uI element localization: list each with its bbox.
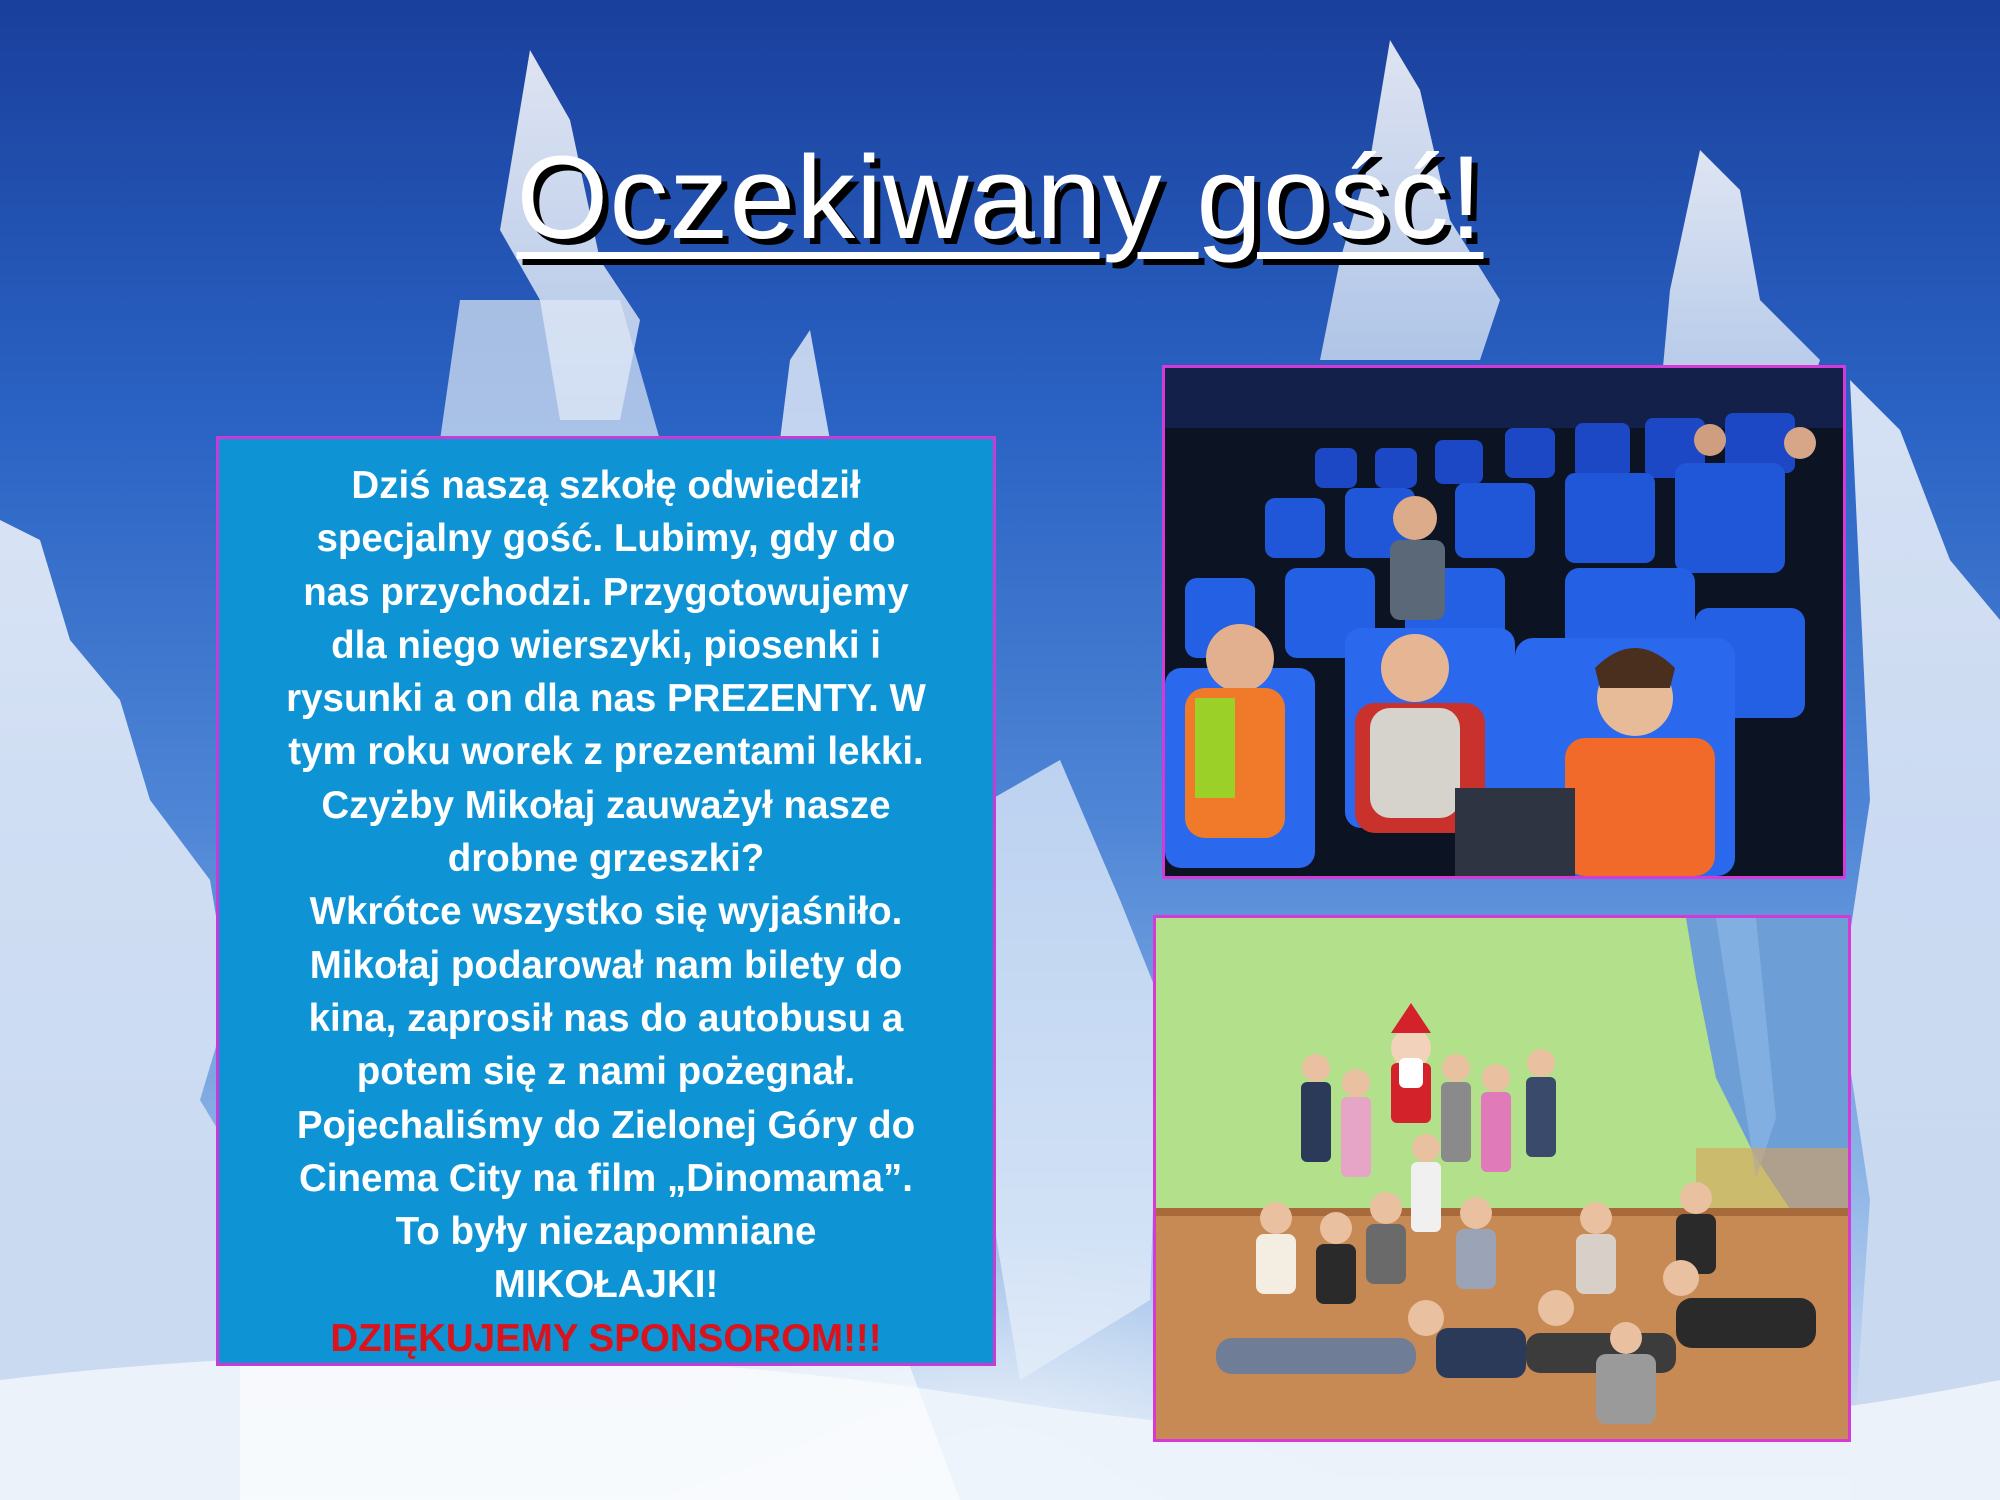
text-panel xyxy=(216,436,996,1366)
body-line: rysunki a on dla nas PREZENTY. W xyxy=(286,677,926,721)
body-line: Pojechaliśmy do Zielonej Góry do xyxy=(296,1103,916,1147)
body-line: dla niego wierszyki, piosenki i xyxy=(331,623,881,667)
body-line: tym roku worek z prezentami lekki. xyxy=(288,730,924,774)
body-line: nas przychodzi. Przygotowujemy xyxy=(303,570,909,614)
body-line: Wkrótce wszystko się wyjaśniło. xyxy=(309,890,903,934)
body-line: Dziś naszą szkołę odwiedził xyxy=(351,464,861,507)
body-line: potem się z nami pożegnał. xyxy=(356,1050,856,1094)
body-line: specjalny gość. Lubimy, gdy do xyxy=(316,517,896,561)
children-in-cinema-seats-photo xyxy=(1162,365,1846,879)
body-line: drobne grzeszki? xyxy=(447,837,765,881)
body-line: To były niezapomniane xyxy=(395,1210,817,1254)
group-with-santa-claus-photo xyxy=(1153,915,1851,1442)
slide-title: Oczekiwany gość! xyxy=(516,132,1484,264)
body-line: Czyżby Mikołaj zauważył nasze xyxy=(321,783,891,827)
body-line: Mikołaj podarował nam bilety do xyxy=(309,943,903,987)
body-line: MIKOŁAJKI! xyxy=(493,1263,719,1307)
body-line: Cinema City na film „Dinomama”. xyxy=(299,1156,913,1200)
thanks-line: DZIĘKUJEMY SPONSOROM!!! xyxy=(330,1316,882,1360)
body-line: kina, zaprosił nas do autobusu a xyxy=(308,996,904,1040)
